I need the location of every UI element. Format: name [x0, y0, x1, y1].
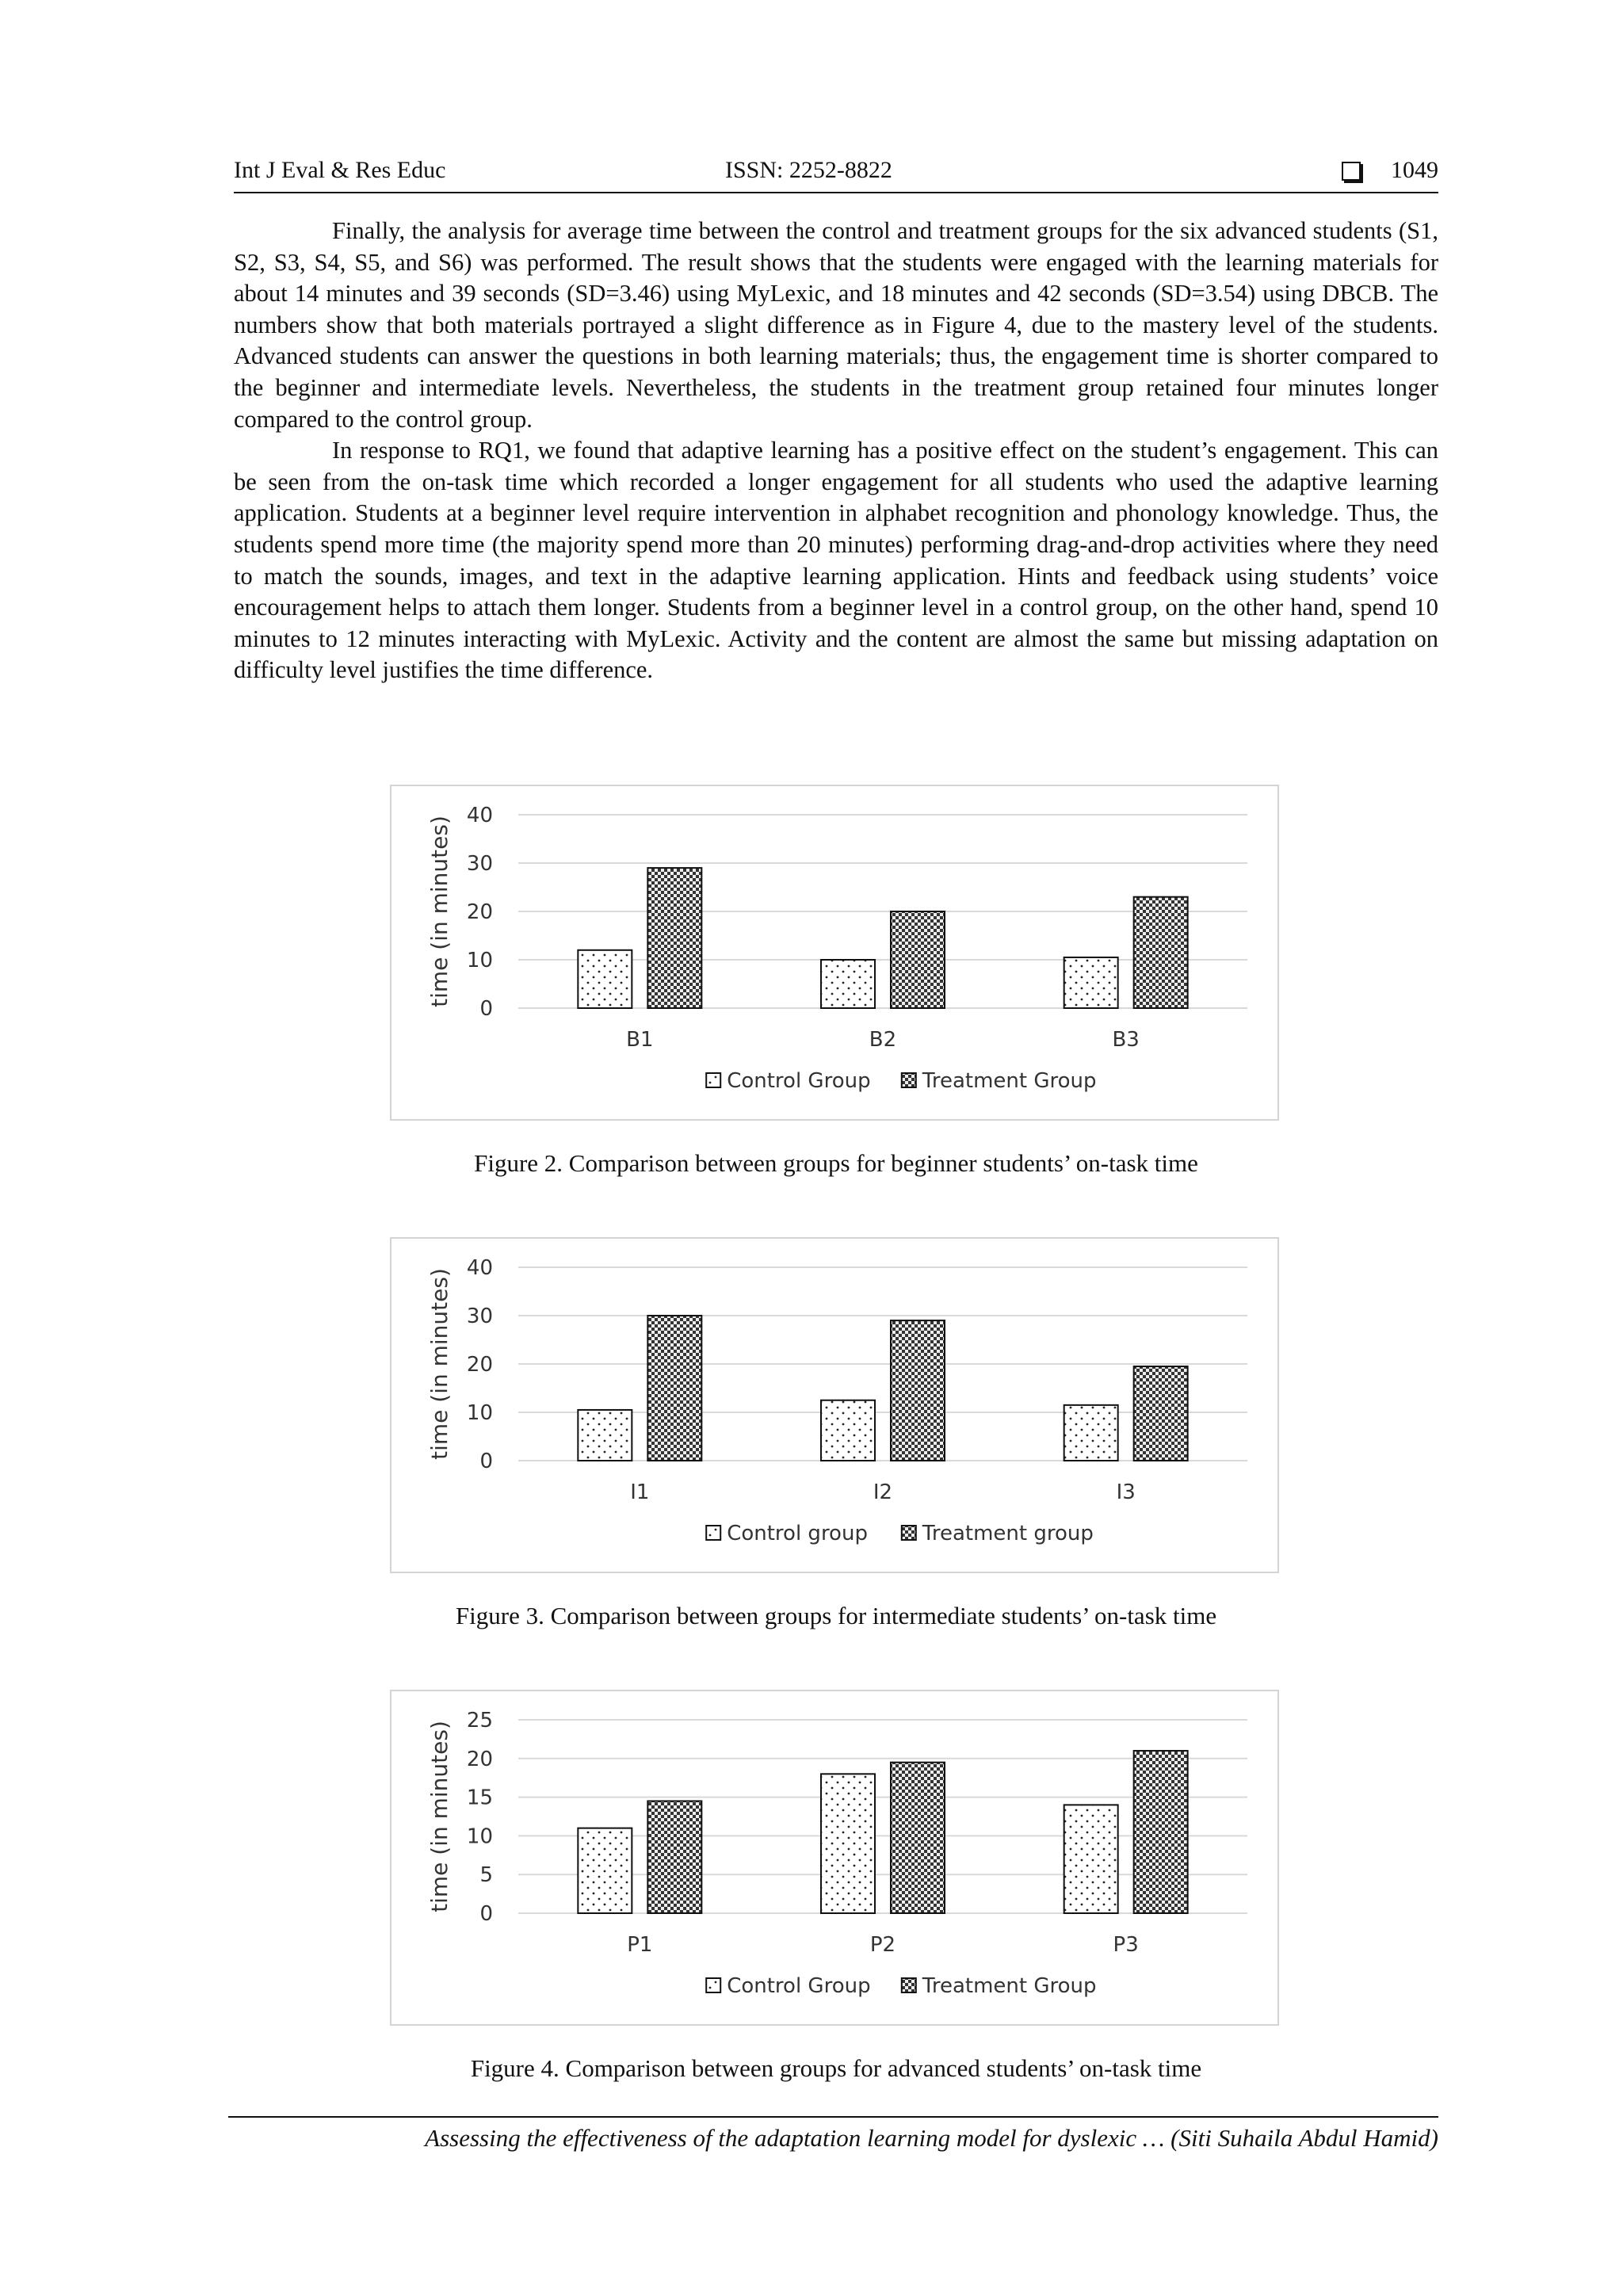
- figure-2-caption: Figure 2. Comparison between groups for beginner students’ on-task time: [474, 1149, 1198, 1177]
- y-tick-label: 15: [466, 1786, 493, 1810]
- x-tick-label: P3: [1113, 1933, 1139, 1957]
- running-header: [234, 155, 1438, 193]
- y-tick-label: 30: [466, 1305, 493, 1328]
- control-bar: [578, 1410, 632, 1461]
- figure-4-chart: [390, 1690, 1279, 2026]
- y-axis-label: time (in minutes): [426, 1268, 453, 1460]
- treatment-bar: [1134, 1366, 1188, 1461]
- y-tick-label: 0: [479, 1450, 493, 1473]
- treatment-bar: [891, 1763, 945, 1913]
- y-tick-label: 20: [466, 900, 493, 924]
- control-bar: [578, 950, 632, 1008]
- paragraph: In response to RQ1, we found that adaptive learning has a positive effect on the student’s engagement. This can be seen from the on-task time which recorded a longer engagement for all students who used the adaptive learning application. Students at a beginner level require intervention in alphabet recognition and phonology knowledge. Thus, the students spend more time (the majority spend more than 20 minutes) performing drag-and-drop activities where they need to match the sounds, images, and text in the adaptive learning application. Hints and feedback using students’ voice encouragement helps to attach them longer. Students from a beginner level in a control group, on the other hand, spend 10 minutes to 12 minutes interacting with MyLexic. Activity and the content are almost the same but missing adaptation on difficulty level justifies the time difference.: [234, 437, 1438, 684]
- legend-swatch: [706, 1073, 720, 1087]
- legend-swatch: [902, 1978, 916, 1992]
- legend-label: Treatment Group: [922, 1069, 1097, 1093]
- treatment-bar: [1134, 1751, 1188, 1913]
- y-tick-label: 40: [466, 1256, 493, 1280]
- figure-3-chart: [390, 1237, 1279, 1573]
- y-tick-label: 5: [479, 1863, 493, 1888]
- treatment-bar: [647, 1801, 701, 1913]
- legend-label: Treatment group: [922, 1522, 1094, 1545]
- paragraph: Finally, the analysis for average time between the control and treatment groups for the six advanced students (S1, S2, S3, S4, S5, and S6) was performed. The result shows that the students were engaged with the learning materials for about 14 minutes and 39 seconds (SD=3.46) using MyLexic, and 18 minutes and 42 seconds (SD=3.54) using DBCB. The numbers show that both materials portrayed a slight difference as in Figure 4, due to the mastery level of the students. Advanced students can answer the questions in both learning materials; thus, the engagement time is shorter compared to the beginner and intermediate levels. Nevertheless, the students in the treatment group retained four minutes longer compared to the control group.: [234, 217, 1438, 433]
- legend-label: Control group: [727, 1522, 868, 1545]
- x-tick-label: B2: [869, 1028, 897, 1052]
- y-tick-label: 25: [466, 1709, 493, 1733]
- y-tick-label: 20: [466, 1747, 493, 1771]
- y-axis-label: time (in minutes): [426, 1721, 453, 1912]
- journal-name: Int J Eval & Res Educ: [234, 157, 446, 183]
- bar-chart: [391, 786, 1277, 1119]
- legend-swatch: [706, 1978, 720, 1992]
- figure-4-caption: Figure 4. Comparison between groups for advanced students’ on-task time: [470, 2054, 1202, 2082]
- bar-chart: [391, 1239, 1277, 1572]
- x-tick-label: I2: [873, 1480, 893, 1504]
- x-tick-label: B3: [1112, 1028, 1140, 1052]
- control-bar: [1064, 1805, 1118, 1913]
- control-bar: [578, 1828, 632, 1913]
- y-axis-label: time (in minutes): [426, 816, 453, 1007]
- page-number: 1049: [1391, 157, 1438, 183]
- treatment-bar: [647, 868, 701, 1008]
- y-tick-label: 10: [466, 1401, 493, 1425]
- control-bar: [821, 960, 875, 1008]
- legend-swatch: [902, 1073, 916, 1087]
- treatment-bar: [891, 1320, 945, 1461]
- body-text: [234, 216, 1438, 686]
- y-tick-label: 0: [479, 1902, 493, 1926]
- legend-swatch: [902, 1526, 916, 1540]
- legend-label: Treatment Group: [922, 1974, 1097, 1998]
- x-tick-label: I3: [1116, 1480, 1136, 1504]
- y-tick-label: 10: [466, 1824, 493, 1849]
- x-tick-label: P2: [869, 1933, 896, 1957]
- figure-2-chart: [390, 785, 1279, 1121]
- box-bullet-icon: [1342, 162, 1361, 181]
- legend-swatch: [706, 1526, 720, 1540]
- issn: ISSN: 2252-8822: [725, 157, 892, 183]
- control-bar: [1064, 957, 1118, 1008]
- bar-chart: [391, 1691, 1277, 2024]
- footer-rule: [228, 2116, 1438, 2118]
- y-tick-label: 20: [466, 1353, 493, 1377]
- treatment-bar: [891, 911, 945, 1008]
- x-tick-label: I1: [630, 1480, 650, 1504]
- running-footer: Assessing the effectiveness of the adaptation learning model for dyslexic … (Siti Suhaila Abdul Hamid): [425, 2124, 1438, 2152]
- y-tick-label: 10: [466, 949, 493, 972]
- legend-label: Control Group: [727, 1069, 871, 1093]
- legend-label: Control Group: [727, 1974, 871, 1998]
- figure-3-caption: Figure 3. Comparison between groups for intermediate students’ on-task time: [455, 1602, 1217, 1629]
- treatment-bar: [647, 1316, 701, 1461]
- control-bar: [1064, 1405, 1118, 1461]
- treatment-bar: [1134, 897, 1188, 1008]
- y-tick-label: 40: [466, 804, 493, 827]
- y-tick-label: 0: [479, 997, 493, 1021]
- control-bar: [821, 1400, 875, 1461]
- x-tick-label: B1: [626, 1028, 654, 1052]
- y-tick-label: 30: [466, 852, 493, 876]
- x-tick-label: P1: [627, 1933, 653, 1957]
- control-bar: [821, 1774, 875, 1913]
